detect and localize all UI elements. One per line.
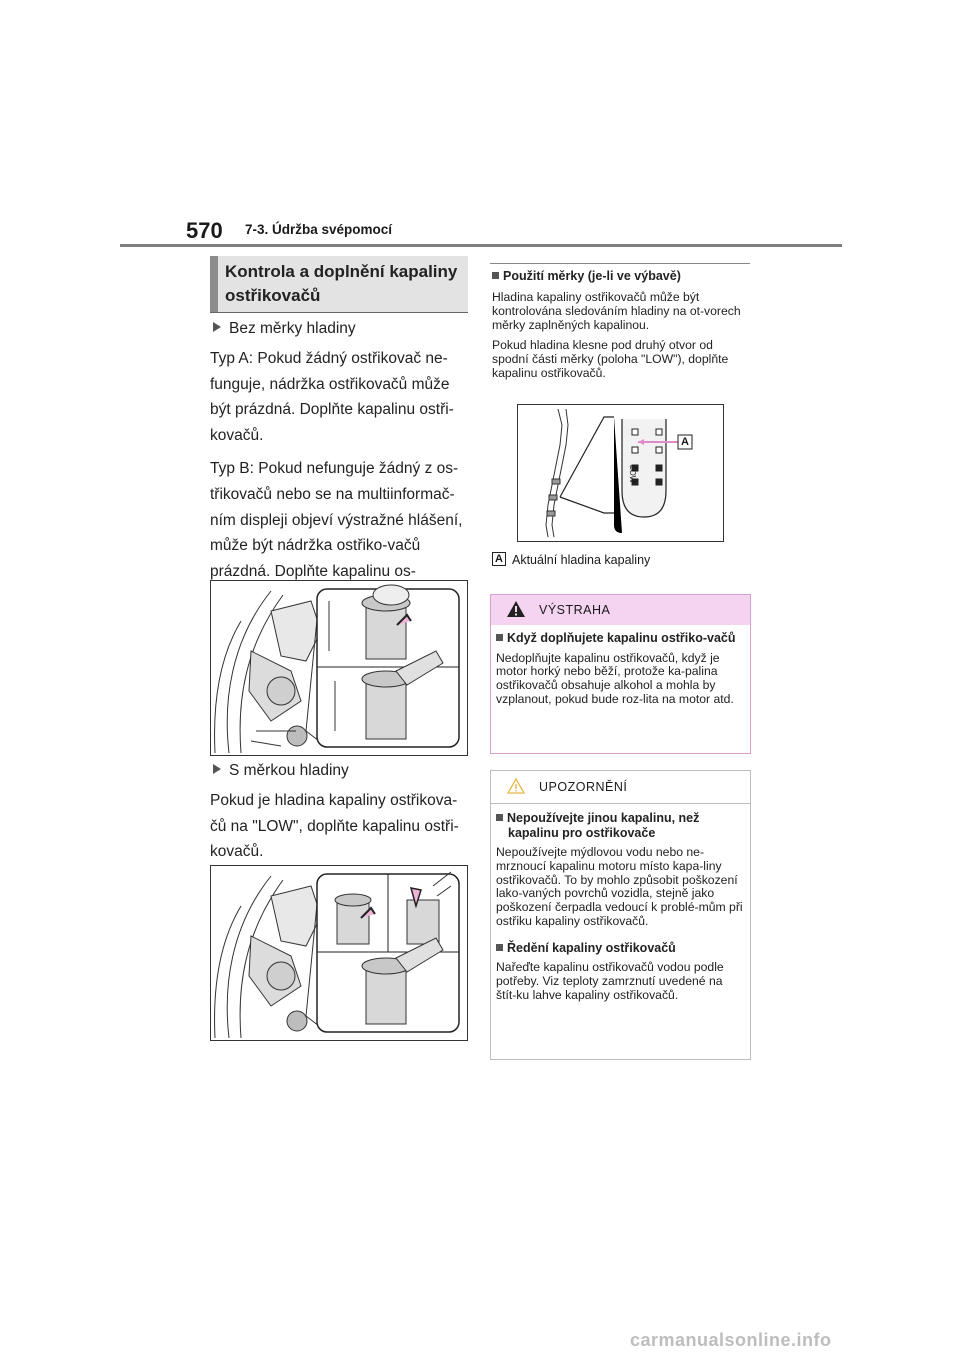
notice-item-2-title-text: Ředění kapaliny ostřikovačů — [507, 940, 676, 955]
paragraph-type-b: Typ B: Pokud nefunguje žádný z os-třikovačů nebo se na multiinformač-ním displeji objeví výstražné hlášení, může být nádržka ostřiko-vačů prázdná. Doplňte kapalinu os- — [210, 460, 463, 580]
low-mark: LOW — [628, 465, 637, 484]
notice-item-1-title — [496, 811, 746, 840]
warning-content — [496, 631, 746, 707]
notice-header — [491, 771, 750, 804]
warning-triangle-icon — [507, 601, 525, 617]
page-number: 570 — [186, 218, 223, 243]
gauge-heading — [492, 269, 681, 283]
notice-item-2-text: Nařeďte kapalinu ostřikovačů vodou podle potřeby. Viz teploty zamrznutí uvedené na štít-ku lahve kapaliny ostřikovačů. — [496, 960, 724, 1002]
caution-triangle-icon — [507, 778, 525, 794]
subheading-without-gauge — [213, 320, 356, 338]
engine-bay-illustration — [211, 581, 467, 755]
figure-engine-bay-refill — [210, 580, 468, 756]
notice-item-1-title-text: Nepoužívejte jinou kapalinu, než kapalinu pro ostřikovače — [507, 811, 700, 840]
square-bullet-icon — [496, 944, 503, 951]
notice-box — [490, 770, 751, 1060]
section-title: Kontrola a doplnění kapaliny ostřikovačů — [225, 262, 458, 305]
triangle-bullet-icon — [213, 764, 221, 774]
notice-label: UPOZORNĚNÍ — [539, 780, 628, 794]
gauge-description — [492, 291, 750, 388]
notice-item-2-title — [496, 941, 746, 956]
warning-item-text: Nedoplňujte kapalinu ostřikovačů, když je motor horký nebo běží, protože ka-palina ostřikovačů obsahuje alkohol a mohla by vzplanout, pokud bude roz-lita na motor atd. — [496, 650, 734, 706]
square-bullet-icon — [496, 634, 503, 641]
gauge-heading-text: Použití měrky (je-li ve výbavě) — [503, 269, 681, 283]
gauge-paragraph-2: Pokud hladina klesne pod druhý otvor od spodní části měrky (poloha "LOW"), doplňte kapalinu ostřikovačů. — [492, 338, 729, 380]
figure-engine-bay-gauge — [210, 865, 468, 1041]
callout-letter: A — [681, 436, 689, 448]
left-body-text-1 — [210, 346, 470, 618]
subheading-text: Bez měrky hladiny — [229, 320, 356, 337]
header-rule — [120, 244, 842, 247]
figure-level-gauge — [517, 404, 724, 542]
warning-item-title — [496, 631, 746, 646]
section-heading — [210, 256, 468, 312]
gauge-paragraph-1: Hladina kapaliny ostřikovačů může být kontrolována sledováním hladiny na ot-vorech měrky zaplněných kapalinou. — [492, 290, 741, 332]
square-bullet-icon — [492, 272, 499, 279]
warning-header — [491, 595, 750, 625]
level-gauge-illustration — [518, 405, 723, 541]
notice-item-1-text: Nepoužívejte mýdlovou vodu nebo ne-mrznoucí kapalinu motoru místo kapa-liny ostřikovačů. To by mohlo způsobit poškození lako-vaných povrchů vozidla, stejně jako poškození čerpadla vedoucí k problé-mům při ostřiku kapaliny ostřikovačů. — [496, 845, 743, 928]
engine-bay-gauge-illustration — [211, 866, 467, 1040]
warning-label: VÝSTRAHA — [539, 603, 611, 617]
triangle-bullet-icon — [213, 322, 221, 332]
watermark: carmanualsonline.info — [630, 1330, 832, 1350]
warning-item-title-text: Když doplňujete kapalinu ostřiko-vačů — [507, 631, 736, 645]
section-rule — [210, 312, 468, 313]
legend-letter-a: A — [492, 552, 506, 566]
section-heading-bar — [210, 256, 218, 312]
right-column-rule — [490, 263, 750, 264]
warning-box — [490, 594, 751, 754]
chapter-title: 7-3. Údržba svépomocí — [245, 222, 393, 237]
left-body-text-2 — [210, 788, 470, 873]
subheading-text: S měrkou hladiny — [229, 762, 349, 779]
subheading-with-gauge — [213, 762, 349, 780]
square-bullet-icon — [496, 814, 503, 821]
legend-text-a: Aktuální hladina kapaliny — [512, 553, 651, 567]
paragraph-low-level: Pokud je hladina kapaliny ostřikova-čů na "LOW", doplňte kapalinu ostři-kovačů. — [210, 792, 459, 861]
paragraph-type-a: Typ A: Pokud žádný ostřikovač ne-funguje, nádržka ostřikovačů může být prázdná. Doplňte kapalinu ostři-kovačů. — [210, 350, 454, 444]
notice-content — [496, 811, 746, 1003]
